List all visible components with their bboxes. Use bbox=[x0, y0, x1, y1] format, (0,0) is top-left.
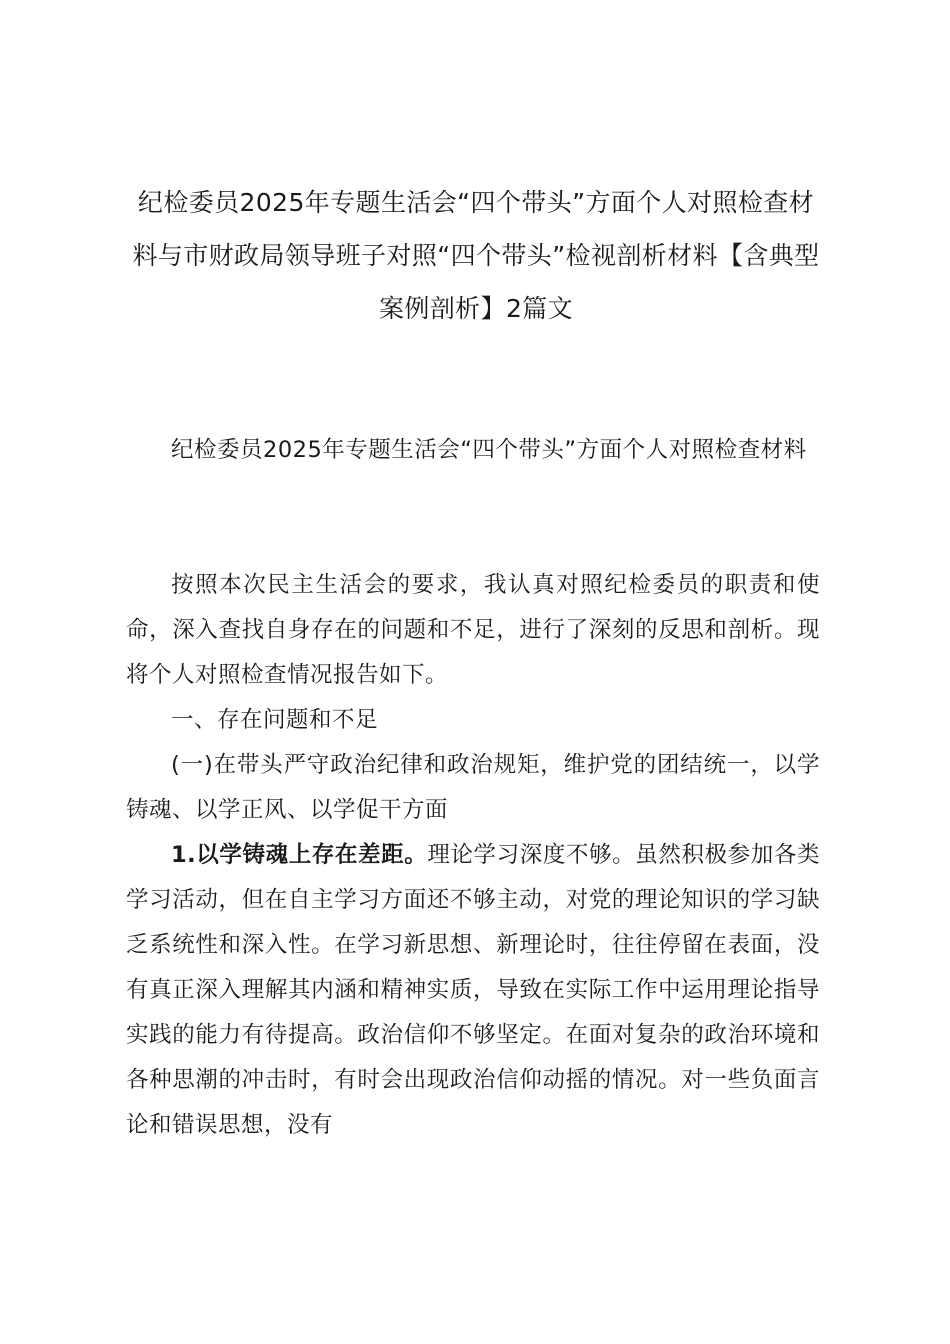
intro-paragraph: 按照本次民主生活会的要求，我认真对照纪检委员的职责和使命，深入查找自身存在的问题和不足，进行了深刻的反思和剖析。现将个人对照检查情况报告如下。 bbox=[126, 572, 820, 688]
section-heading: 一、存在问题和不足 bbox=[171, 707, 379, 733]
document-title: 纪检委员2025年专题生活会“四个带头”方面个人对照检查材料与市财政局领导班子对照“四个带头”检视剖析材料【含典型案例剖析】2篇文 bbox=[132, 188, 820, 323]
document-subtitle: 纪检委员2025年专题生活会“四个带头”方面个人对照检查材料 bbox=[171, 437, 807, 463]
point-1-paragraph bbox=[126, 833, 820, 1148]
point-1-lead: 1.以学铸魂上存在差距。 bbox=[171, 842, 428, 868]
subsection-heading: (一)在带头严守政治纪律和政治规矩，维护党的团结统一，以学铸魂、以学正风、以学促干方面 bbox=[126, 752, 820, 823]
point-1-text: 理论学习深度不够。虽然积极参加各类学习活动，但在自主学习方面还不够主动，对党的理论知识的学习缺乏系统性和深入性。在学习新思想、新理论时，往往停留在表面，没有真正深入理解其内涵和精神实质，导致在实际工作中运用理论指导实践的能力有待提高。政治信仰不够坚定。在面对复杂的政治环境和各种思潮的冲击时，有时会出现政治信仰动摇的情况。对一些负面言论和错误思想，没有 bbox=[126, 842, 820, 1138]
